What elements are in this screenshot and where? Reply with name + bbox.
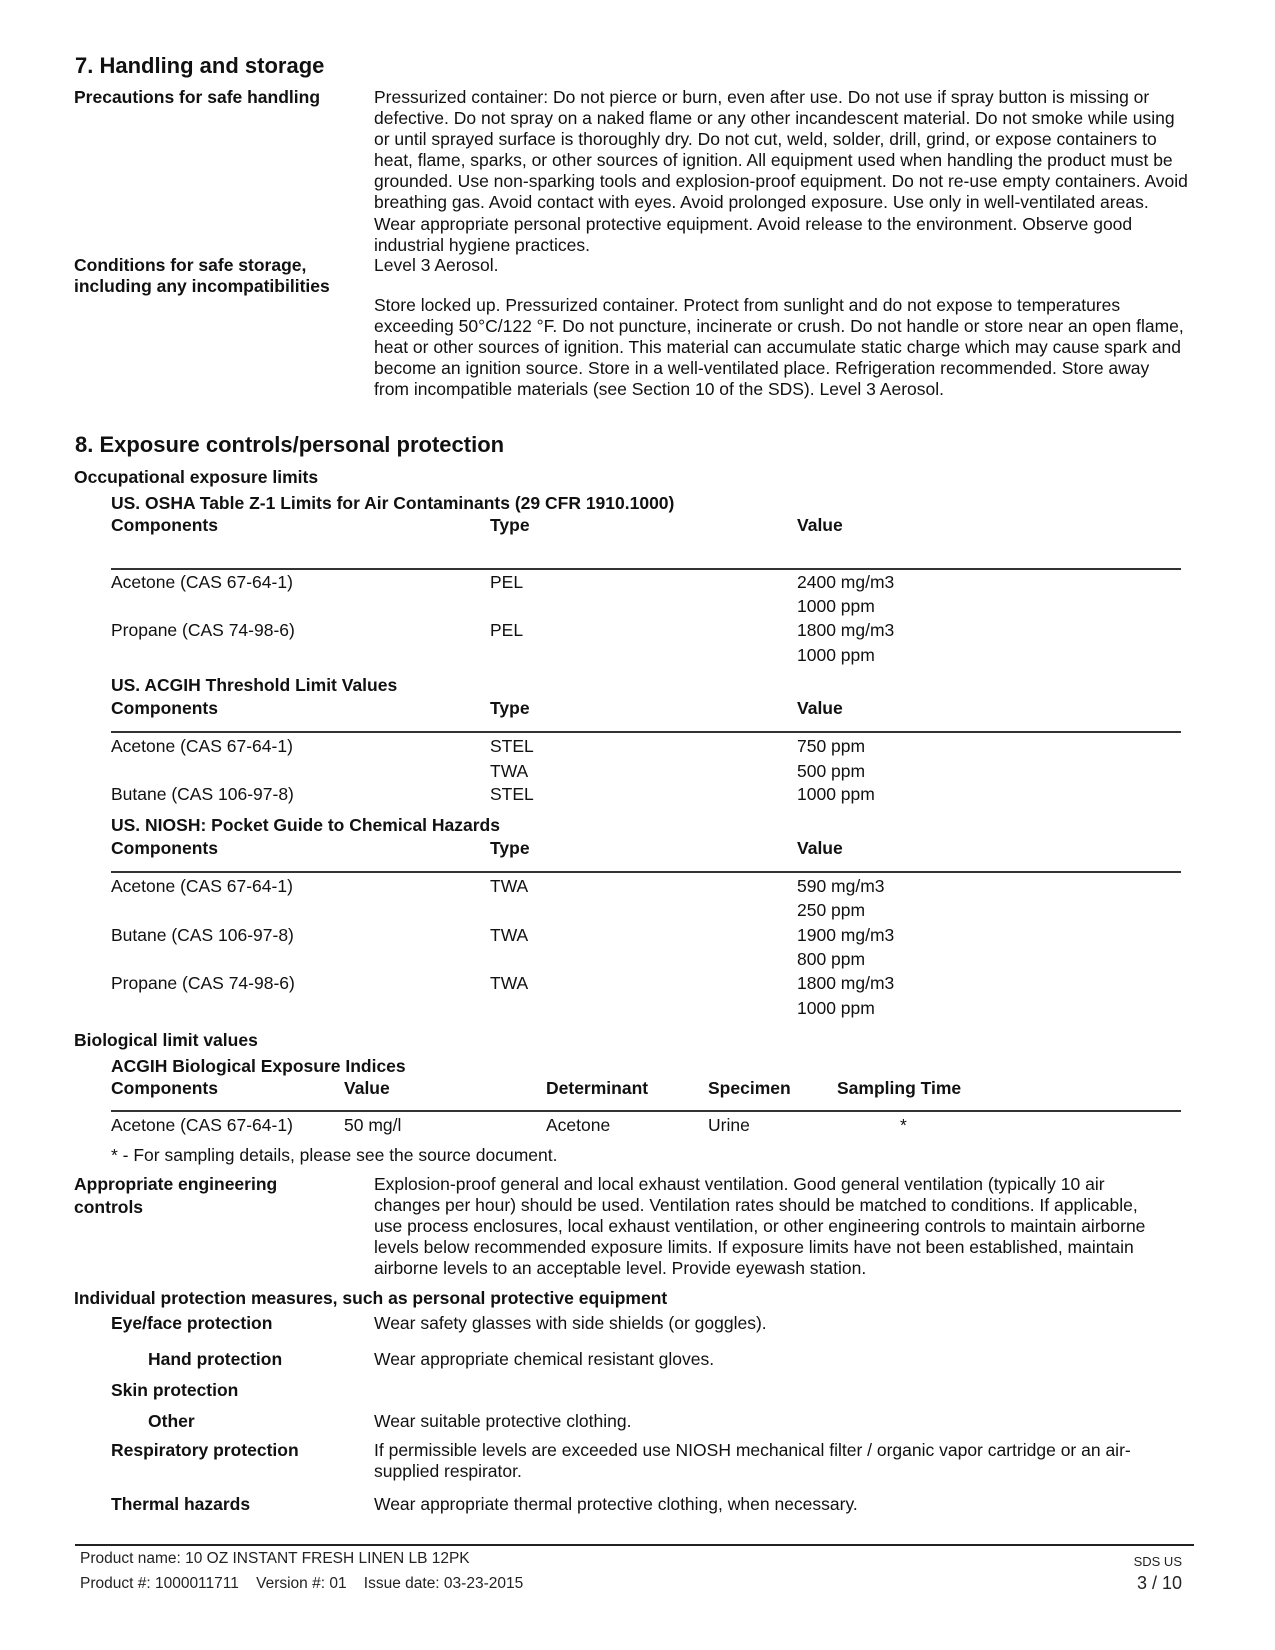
respiratory-protection-label: Respiratory protection	[111, 1440, 299, 1460]
precautions-label: Precautions for safe handling	[74, 87, 321, 107]
storage-paragraph-1: Level 3 Aerosol.	[374, 255, 499, 275]
niosh-row-2-component: Butane (CAS 106-97-8)	[111, 925, 294, 945]
niosh-row-2-type: TWA	[490, 925, 529, 945]
engineering-label-line2: controls	[74, 1197, 144, 1217]
section-8-title: 8. Exposure controls/personal protection	[75, 432, 505, 457]
niosh-row-5-value: 1000 ppm	[797, 998, 875, 1018]
engineering-paragraph: Explosion-proof general and local exhaust ventilation. Good general ventilation (typically 10 air changes per hour) should be used. Ventilation rates should be matched to conditions. If applicable, use process enclosures, local exhaust ventilation, or other engineering controls to maintain airborne levels below recommended exposure limits. If exposure limits have not been established, maintain airborne levels to an acceptable level. Provide eyewash station.	[374, 1174, 1146, 1279]
osha-header-rule	[111, 568, 1181, 570]
engineering-controls-label	[74, 1174, 277, 1218]
bei-header-rule	[111, 1110, 1181, 1112]
niosh-row-0-type: TWA	[490, 876, 529, 896]
acgih-row-2-value: 1000 ppm	[797, 784, 875, 804]
acgih-row-1-type: TWA	[490, 761, 529, 781]
niosh-row-2-value: 1900 mg/m3	[797, 925, 895, 945]
respiratory-paragraph: If permissible levels are exceeded use NIOSH mechanical filter / organic vapor cartridge or an air-supplied respirator.	[374, 1440, 1131, 1482]
bei-row-0-component: Acetone (CAS 67-64-1)	[111, 1115, 293, 1135]
bei-row-0-value: 50 mg/l	[344, 1115, 402, 1135]
osha-header-type: Type	[490, 515, 530, 535]
osha-row-3-value: 1000 ppm	[797, 645, 875, 665]
osha-header-value: Value	[797, 515, 843, 535]
osha-header-components: Components	[111, 515, 218, 535]
skin-protection-label: Skin protection	[111, 1380, 239, 1400]
niosh-row-4-value: 1800 mg/m3	[797, 973, 895, 993]
osha-row-1-value: 1000 ppm	[797, 596, 875, 616]
thermal-hazards-label: Thermal hazards	[111, 1494, 251, 1514]
storage-label	[74, 255, 330, 297]
footer-page-number: 3 / 10	[1136, 1573, 1182, 1593]
acgih-header-type: Type	[490, 698, 530, 718]
acgih-header-value: Value	[797, 698, 843, 718]
hand-protection-text: Wear appropriate chemical resistant gloves.	[374, 1349, 715, 1369]
engineering-controls-text	[374, 1174, 1169, 1279]
acgih-table-title: US. ACGIH Threshold Limit Values	[111, 675, 398, 695]
eye-protection-label: Eye/face protection	[111, 1313, 273, 1333]
bei-header-sampling-time: Sampling Time	[837, 1078, 962, 1098]
eye-protection-text: Wear safety glasses with side shields (or goggles).	[374, 1313, 767, 1333]
acgih-row-1-value: 500 ppm	[797, 761, 866, 781]
bei-row-0-specimen: Urine	[708, 1115, 750, 1135]
niosh-row-0-component: Acetone (CAS 67-64-1)	[111, 876, 293, 896]
niosh-row-4-component: Propane (CAS 74-98-6)	[111, 973, 295, 993]
acgih-row-0-value: 750 ppm	[797, 736, 866, 756]
niosh-header-components: Components	[111, 838, 218, 858]
acgih-header-components: Components	[111, 698, 218, 718]
bei-footnote: * - For sampling details, please see the source document.	[111, 1145, 558, 1165]
storage-label-line1: Conditions for safe storage,	[74, 255, 307, 275]
engineering-label-line1: Appropriate engineering	[74, 1174, 278, 1194]
section-7-title: 7. Handling and storage	[75, 53, 325, 78]
osha-row-0-value: 2400 mg/m3	[797, 572, 895, 592]
footer-rule	[75, 1544, 1194, 1546]
thermal-hazards-text: Wear appropriate thermal protective clothing, when necessary.	[374, 1494, 858, 1514]
storage-text	[374, 255, 1184, 401]
acgih-row-2-component: Butane (CAS 106-97-8)	[111, 784, 294, 804]
osha-row-2-value: 1800 mg/m3	[797, 620, 895, 640]
ppe-label: Individual protection measures, such as personal protective equipment	[74, 1288, 668, 1308]
bei-row-0-sampling-time: *	[900, 1115, 907, 1135]
footer-product-meta: Product #: 1000011711 Version #: 01 Issue date: 03-23-2015	[80, 1575, 524, 1592]
osha-table-title: US. OSHA Table Z-1 Limits for Air Contaminants (29 CFR 1910.1000)	[111, 493, 675, 513]
niosh-row-4-type: TWA	[490, 973, 529, 993]
niosh-header-value: Value	[797, 838, 843, 858]
osha-row-2-component: Propane (CAS 74-98-6)	[111, 620, 295, 640]
niosh-row-3-value: 800 ppm	[797, 949, 866, 969]
niosh-row-1-value: 250 ppm	[797, 900, 866, 920]
acgih-header-rule	[111, 731, 1181, 733]
bei-header-specimen: Specimen	[708, 1078, 791, 1098]
bei-header-components: Components	[111, 1078, 218, 1098]
footer-doc-type: SDS US	[1133, 1554, 1182, 1569]
respiratory-protection-text	[374, 1440, 1164, 1482]
footer-product-name: Product name: 10 OZ INSTANT FRESH LINEN LB 12PK	[80, 1550, 470, 1567]
bei-header-determinant: Determinant	[546, 1078, 649, 1098]
bei-row-0-determinant: Acetone	[546, 1115, 611, 1135]
storage-paragraph-2: Store locked up. Pressurized container. Protect from sunlight and do not expose to temperatures exceeding 50°C/122 °F. Do not puncture, incinerate or crush. Do not handle or store near an open flame, heat or other sources of ignition. This material can accumulate static charge which may cause spark and become an ignition source. Store in a well-ventilated place. Refrigeration recommended. Store away from incompatible materials (see Section 10 of the SDS). Level 3 Aerosol.	[374, 295, 1184, 400]
bei-table-title: ACGIH Biological Exposure Indices	[111, 1056, 406, 1076]
other-protection-text: Wear suitable protective clothing.	[374, 1411, 632, 1431]
niosh-row-0-value: 590 mg/m3	[797, 876, 885, 896]
precautions-text	[374, 87, 1192, 256]
acgih-row-2-type: STEL	[490, 784, 534, 804]
osha-row-0-component: Acetone (CAS 67-64-1)	[111, 572, 293, 592]
niosh-header-type: Type	[490, 838, 530, 858]
hand-protection-label: Hand protection	[148, 1349, 283, 1369]
osha-row-2-type: PEL	[490, 620, 524, 640]
niosh-header-rule	[111, 871, 1181, 873]
niosh-table-title: US. NIOSH: Pocket Guide to Chemical Hazards	[111, 815, 500, 835]
storage-label-line2: including any incompatibilities	[74, 276, 330, 296]
osha-row-0-type: PEL	[490, 572, 524, 592]
biological-limits-label: Biological limit values	[74, 1030, 258, 1050]
acgih-row-0-component: Acetone (CAS 67-64-1)	[111, 736, 293, 756]
occupational-limits-label: Occupational exposure limits	[74, 467, 319, 487]
precautions-paragraph: Pressurized container: Do not pierce or burn, even after use. Do not use if spray button is missing or defective. Do not spray on a naked flame or any other incandescent material. Do not smoke while using or until sprayed surface is thoroughly dry. Do not cut, weld, solder, drill, grind, or expose containers to heat, flame, sparks, or other sources of ignition. All equipment used when handling the product must be grounded. Use non-sparking tools and explosion-proof equipment. Do not re-use empty containers. Avoid breathing gas. Avoid contact with eyes. Avoid prolonged exposure. Use only in well-ventilated areas. Wear appropriate personal protective equipment. Avoid release to the environment. Observe good industrial hygiene practices.	[374, 87, 1188, 255]
acgih-row-0-type: STEL	[490, 736, 534, 756]
bei-header-value: Value	[344, 1078, 390, 1098]
other-protection-label: Other	[148, 1411, 195, 1431]
